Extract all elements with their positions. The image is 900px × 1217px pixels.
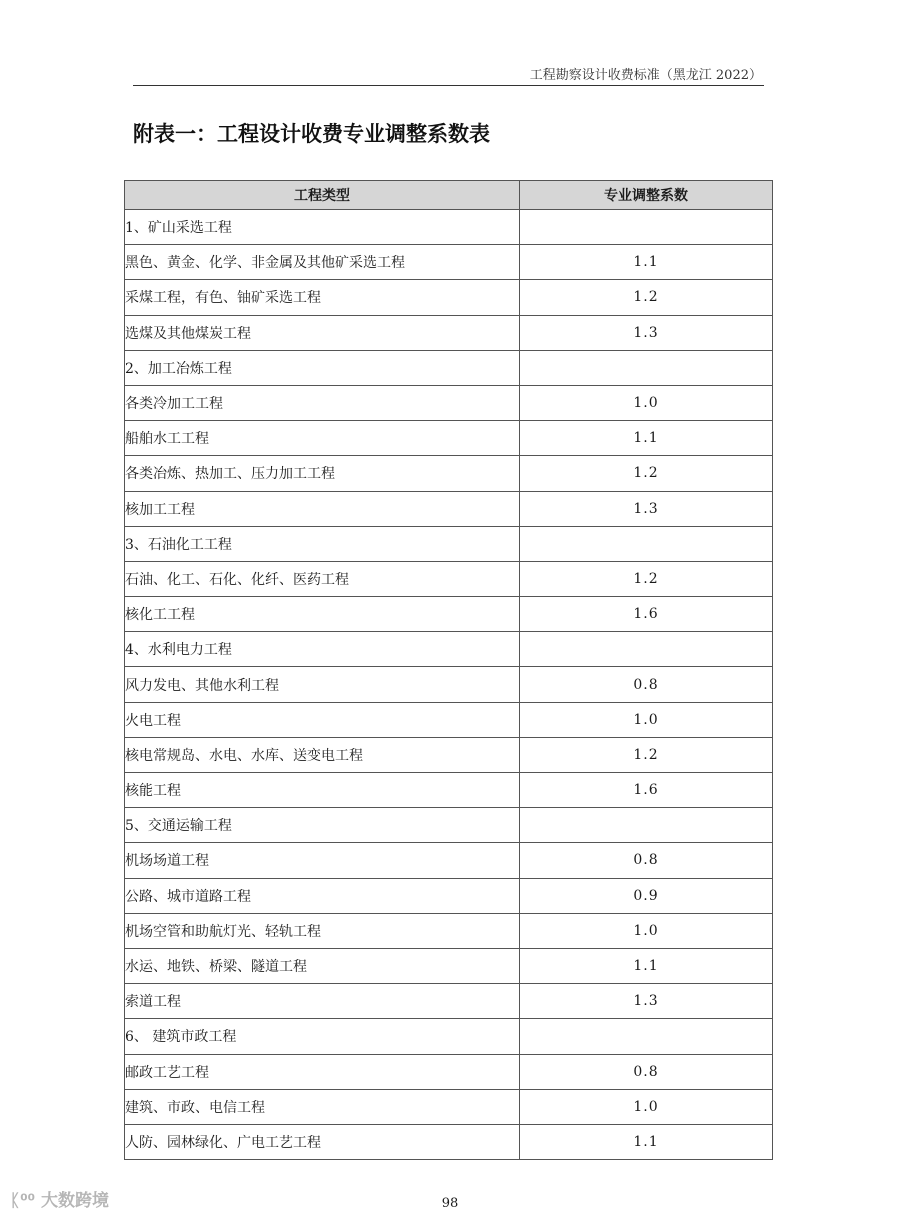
engineering-type-cell: 2、加工冶炼工程 (125, 350, 520, 385)
engineering-type-cell: 建筑、市政、电信工程 (125, 1089, 520, 1124)
table-row (125, 913, 773, 948)
engineering-type-cell: 船舶水工工程 (125, 421, 520, 456)
engineering-type-cell: 机场场道工程 (125, 843, 520, 878)
engineering-type-cell: 采煤工程，有色、铀矿采选工程 (125, 280, 520, 315)
coefficient-cell (520, 210, 773, 245)
coefficient-cell: 1.1 (520, 948, 773, 983)
column-header-coefficient: 专业调整系数 (520, 181, 773, 210)
table-row (125, 948, 773, 983)
column-header-type: 工程类型 (125, 181, 520, 210)
coefficient-cell: 1.0 (520, 702, 773, 737)
table-section-row (125, 350, 773, 385)
engineering-type-cell: 核电常规岛、水电、水库、送变电工程 (125, 737, 520, 772)
table-body (125, 210, 773, 1160)
engineering-type-cell: 各类冶炼、热加工、压力加工工程 (125, 456, 520, 491)
table-row (125, 737, 773, 772)
engineering-type-cell: 公路、城市道路工程 (125, 878, 520, 913)
engineering-type-cell: 4、水利电力工程 (125, 632, 520, 667)
watermark-logo (10, 1186, 109, 1211)
coefficient-cell: 1.1 (520, 245, 773, 280)
table-row (125, 597, 773, 632)
coefficient-cell (520, 350, 773, 385)
table-section-row (125, 210, 773, 245)
engineering-type-cell: 人防、园林绿化、广电工艺工程 (125, 1124, 520, 1159)
table-section-row (125, 808, 773, 843)
table-row (125, 878, 773, 913)
table-row (125, 1089, 773, 1124)
table-row (125, 1124, 773, 1159)
coefficient-cell: 1.1 (520, 421, 773, 456)
coefficient-cell: 0.8 (520, 667, 773, 702)
engineering-type-cell: 石油、化工、石化、化纤、医药工程 (125, 561, 520, 596)
engineering-type-cell: 6、 建筑市政工程 (125, 1019, 520, 1054)
table-section-row (125, 632, 773, 667)
coefficient-cell: 1.0 (520, 913, 773, 948)
coefficient-table (124, 180, 773, 1160)
coefficient-cell: 0.8 (520, 1054, 773, 1089)
table-row (125, 456, 773, 491)
coefficient-cell: 0.9 (520, 878, 773, 913)
table-row (125, 385, 773, 420)
coefficient-cell: 1.3 (520, 315, 773, 350)
engineering-type-cell: 邮政工艺工程 (125, 1054, 520, 1089)
table-row (125, 667, 773, 702)
page-number: 98 (441, 1196, 459, 1211)
coefficient-cell: 1.6 (520, 773, 773, 808)
coefficient-cell (520, 808, 773, 843)
table-row (125, 702, 773, 737)
engineering-type-cell: 机场空管和助航灯光、轻轨工程 (125, 913, 520, 948)
table-row (125, 421, 773, 456)
watermark-text: 大数跨境 (41, 1191, 110, 1211)
engineering-type-cell: 各类冷加工工程 (125, 385, 520, 420)
coefficient-cell: 1.0 (520, 1089, 773, 1124)
page-title: 附表一：工程设计收费专业调整系数表 (133, 122, 490, 146)
engineering-type-cell: 索道工程 (125, 984, 520, 1019)
coefficient-cell: 1.2 (520, 280, 773, 315)
table-row (125, 245, 773, 280)
engineering-type-cell: 火电工程 (125, 702, 520, 737)
engineering-type-cell: 风力发电、其他水利工程 (125, 667, 520, 702)
table-row (125, 843, 773, 878)
coefficient-cell: 1.3 (520, 491, 773, 526)
table-row (125, 280, 773, 315)
running-header: 工程勘察设计收费标准（黑龙江 2022） (529, 68, 762, 83)
table-row (125, 491, 773, 526)
coefficient-cell: 1.2 (520, 737, 773, 772)
engineering-type-cell: 水运、地铁、桥梁、隧道工程 (125, 948, 520, 983)
table-row (125, 315, 773, 350)
coefficient-cell: 1.2 (520, 456, 773, 491)
coefficient-cell: 1.1 (520, 1124, 773, 1159)
engineering-type-cell: 1、矿山采选工程 (125, 210, 520, 245)
watermark-icon: ᛕ⁰⁰ (10, 1191, 42, 1211)
table-row (125, 1054, 773, 1089)
coefficient-cell: 0.8 (520, 843, 773, 878)
coefficient-cell: 1.6 (520, 597, 773, 632)
table-row (125, 773, 773, 808)
coefficient-cell (520, 632, 773, 667)
table-section-row (125, 1019, 773, 1054)
engineering-type-cell: 选煤及其他煤炭工程 (125, 315, 520, 350)
header-rule (133, 85, 764, 86)
engineering-type-cell: 核化工工程 (125, 597, 520, 632)
table-row (125, 984, 773, 1019)
engineering-type-cell: 核加工工程 (125, 491, 520, 526)
engineering-type-cell: 核能工程 (125, 773, 520, 808)
engineering-type-cell: 黑色、黄金、化学、非金属及其他矿采选工程 (125, 245, 520, 280)
table-section-row (125, 526, 773, 561)
coefficient-cell (520, 526, 773, 561)
engineering-type-cell: 5、交通运输工程 (125, 808, 520, 843)
table-header-row (125, 181, 773, 210)
coefficient-cell: 1.0 (520, 385, 773, 420)
coefficient-cell: 1.3 (520, 984, 773, 1019)
coefficient-cell (520, 1019, 773, 1054)
table-row (125, 561, 773, 596)
engineering-type-cell: 3、石油化工工程 (125, 526, 520, 561)
coefficient-cell: 1.2 (520, 561, 773, 596)
